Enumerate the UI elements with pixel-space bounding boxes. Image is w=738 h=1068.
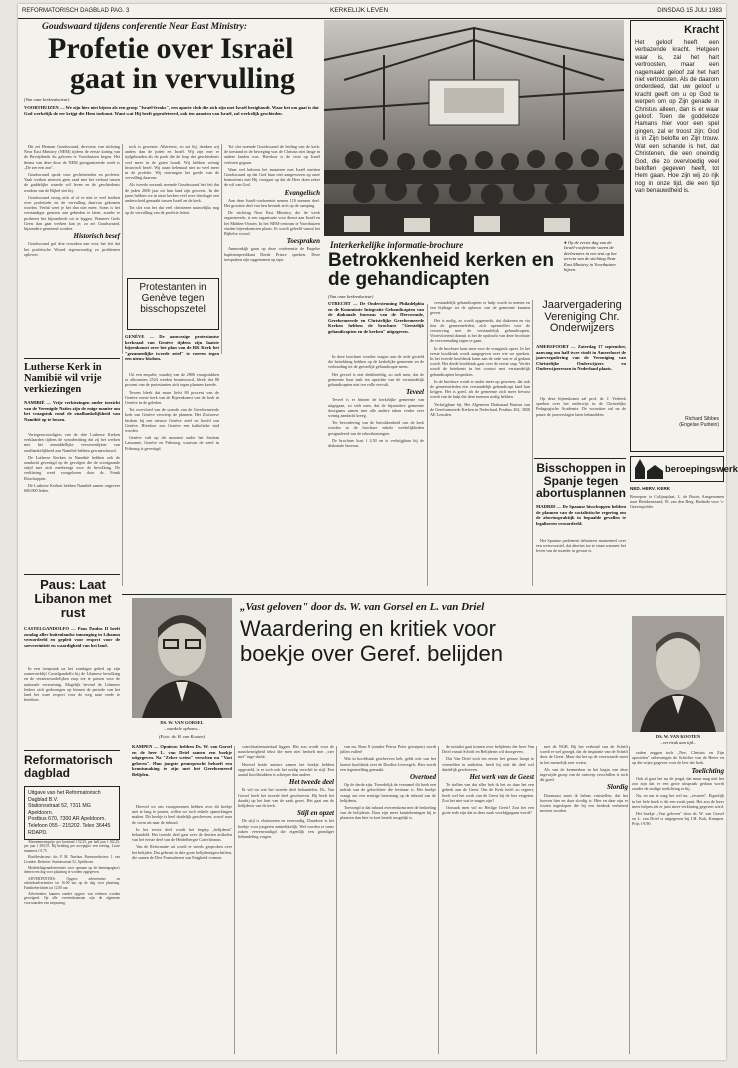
kracht-title: Kracht — [684, 24, 719, 36]
photo-top-caption-text: Op de eerste dag van de Israël-conferentie waren de deelnemers in een tent op het terrein van de stichting Near East Ministry in Voorthuizen bijeen. — [564, 240, 617, 273]
conference-tent-photo — [324, 20, 624, 236]
waardering-column-4: de notulist gaat komen over belijdenis der heer Van Driel vanuit Schrift en Belijdenis wil doorgeven. Dat Van Driel toch ten eerste het geraze hoopt te vermelden in artikelen, heeft hij ook dit deel wel duidelijk geschreven. Het werk van de Geest Te stellen van dat alles heb ik het zo daar het een gebrek aan de Geest. Om de Kerk heeft zo regeert, heeft wel het werk van de Geest bij de leer vergeten. Zou het niet wat te mager zijn? Oorsaak men vol zo Heilige Geest? Zou het een grote rede zijn dat in deze zaak voorbijgegaan wordt? — [442, 744, 534, 816]
portrait-van-kooten — [632, 616, 724, 732]
lead-column-3: Tot slot noemde Goudswaard de leiding van de kerk: de toestand in de beweging was de Christus niet lange in andere landen was. Hierdoor is de visie op Israël verloren gegaan. Waar wel belezen het manieren met Israël mettten Goudswaard op dat God haar niet aangewezen op onze bemoeienis met Hij voorgaat op dat de Heer doen zeker de wil van God. Evangelisch Aan deze Israël-conferentie nemen 110 mensen deel. Het grootste deel van hen bevindt zich op de camping. De stichting Near East Ministry, die de week organiseerde, is een organisatie voor dienst aan Israël en het Midden-Oosten. In het NEM-centrum te Voorthuizen vinden bijeenkomsten plaats. Er wordt geleefd vanuit het Bijbelse woord. Toespraken Ammonkijk gaan op deze conferentie de Engelse baptistenpredikant Derek Prince spreken. Deze toespraken zijn opgenomen op tape. — [224, 144, 320, 262]
kracht-author-note: (Engelse Puritein) — [679, 422, 719, 428]
waardering-rule-3 — [438, 746, 439, 1054]
waardering-column-2: catechisatiemateriaal liggen. Het zou wordt voor de nauwkeurigheid tekst die men niet bedoelt met „vier met" inge-dacht. Hoewel beide auteurs samen het boekje hebben opgesteld, is er toch ook het nodig verschil in stijl. Een aantal hoofdstukken is scherper dan andere. Het tweede deel Ik wil nu wat het tweede deel behandelen. Ds. Van Gorsel heeft het tweede deel geschreven. Hij heeft het daarbij op het hart van de zaak gezet. Het gaat om de belijdenis van de kerk. Stijl en opzet De stijl is vlotmoeten en eenvoudig. Daardoor is het boekje voor jongeren aantrekkelijk. Wel worden er soms zaken vereenvoudigd die eigenlijk een grondiger behandeling vragen. — [238, 744, 334, 840]
colophon-address1: Stationsstraat 52, 7311 MG Apeldoorn. — [28, 803, 91, 816]
waardering-column-3: van nu. Rom 8 (zonder Petrus Peter geroepen) wordt jullen vullen! Wat in hoofdstuk geschreven heb, geldt ook van het laatste hoofdstuk over de Dordtse Leerregels. Hier wordt een tegenstelling gemaakt. Overtoed Op de derde zijn. Tweedelijk de verzamel dit boek een indruk van de geloofsleer die leesbaar is. Het boekje vraagt om een ernstige bezinning op de inhoud van de belijdenis. Toevoegd is dat inhoud overeenkomt met de bedoeling van de belijdenis. Daar zijn meer kanttekeningen bij te plaatsen dan hier in kort bestek mogelijk is. — [340, 744, 436, 821]
colophon-publisher: Uitgave van het Reformatorisch Dagblad B.V. — [28, 790, 101, 803]
protestanten-headline: Protestanten in Genève tegen bisschopszetel — [127, 278, 219, 330]
bisschoppen-headline: Bisschoppen in Spanje tegen abortusplannen — [536, 461, 627, 500]
lead-lede: VOORTHUIZEN — We zijn hier niet bijeen als een groep "Israël-freaks", een aparte club die zich zijn met Israël bezighoudt. Waar het om gaat is dat God werkelijk de eer krijgt die Hem toekomt. Want wat Hij heeft geprofeteerd, ook ten aanzien van Israël, zal werkelijk geschieden. — [24, 105, 319, 116]
caption-left-sub: ...wankele ophouw... — [163, 726, 201, 731]
protestanten-lede: GENÈVE — De aanwezige protestantse kerkraad van Genève tijdens zijn laatste bijeenkomst over het plan van de RK Kerk het "gezamenlijke tweede zetel" te voeren tegen een nieuw bisdom. — [125, 334, 219, 362]
portrait-van-kooten-illustration — [632, 616, 724, 732]
lead-rule-2 — [221, 144, 222, 354]
photo-top-caption — [564, 240, 624, 272]
masthead-date: DINSDAG 15 JULI 1983 — [657, 8, 722, 14]
beroepingswerk-section: NED. HERV. KERK — [630, 486, 671, 491]
lead-column-1: Dit zei Herman Goudswaard, directeur van stichting Near East Ministry (NEM) tijdens de eerste koring van de Bevrijdende du geloven te Voorthuizen begon. Het thema van deze door de NEM georganiseerde week is „De zee een zon". Goudswaard sprak voor gechristenden en profeten. Vaak werken mensen geen raad met het verhaal tussen de gaddelijke waarde wil leven en de geschiedenis rondom van de Bijbel stet bij. Goudswaard vroeg zich af of er niet te veel boeken over profetieën en de vervulling daarvan gekomen worden. Veelal weet je het dan niet meer. Soms is het verstandiger grenzen aan gebieden te laten, zonder te proberen het bijzonderde uit te leggen. Wanneer Gods Geest dan gaat werken kan je, zo zei Goudswaard, bijzondere genezend worden. Historisch besef Goudswaard gaf drie oorzaken aan voor het feit dat het profetische Woord tegenwoordig zo problemen oplevert. — [24, 144, 120, 257]
betrokkenheid-column-2: verstandelijk gehandicapten er hulp wordt in nemen en een bijdrage tot de opbouw van de gemeente kunnen geven. Het is nodig, zo wordt opgemerkt, dat diakenen en via hen de gemeenteleden, zich openstellen voor de verwerving met de verstandelijk gehandicapten. Voortvloeiend daaruit is het de opdracht van deze brochure de vervreemding tegen te gaan. In de brochure kom men voor de vraagstuk opzet. In het eerste hoofdstuk wordt aangegeven over wie we spreken. In het tweede hoofdstuk komt aan de orde wat er al gedaan wordt. Het derde hoofdstuk gaat over de eerste stap. Verder wordt de betekenis in het contact met verstandelijk gehandicapten besproken. In de brochure wordt er onder meer op gewezen, dat ook de gemeenteleden een verstandelijk gehandicapt kind kan krijgen. Het is goed, als de gemeente zich meer bewust wordt van de hulp die deze mensen nodig hebben. Verkrijgbaar bij: Het Algemeen Diakonaal Bureau van de Gereformeerde Kerken in Nederland, Postbus 202, 3830 AE Leusden. — [430, 300, 530, 418]
colophon-box — [24, 786, 120, 840]
lutherse-body: Vertegenwoordigers van de drie Lutherse Kerken verklaarden tijdens de synodezitting dat zij het werken met het onmiddellijke verwezenlijken van onafhankelijkheid aan Namibië hebben gewaarschuwd. De Lutherse Kerken in Namibië hebben ook de aandacht gevestigd op de gevolgen die de voortgaande strijd met zich meebrengt voor de bevolking. De verklaring werd voorgelezen door ds. Frank Bisschoppen. De Lutherse Kerken hebben Namibië samen ongeveer 600.000 leden. — [24, 432, 120, 494]
colophon-phone: Telefoon 055 - 215202. Telex 36445 RDAPD. — [28, 822, 111, 836]
waardering-column-1: Hoewel we ons voorgenomen hebben over dit boekje niet te lang te praten, willen we toch enkele opmerkingen maken. Dit boekje is heel duidelijk geschreven, zowel naar de vorm als naar de inhoud. In het eerste deel wordt het begrip „belijdenis" behandeld. Het tweede deel gaat over de dertien artikelen van het eerste deel van de Heidelbergse Catechismus. Van de Reformatie uit wordt er steeds gesproken over het belijden. Dat gebeurt in drie grote belijdenisgeschriften, die samen de Drie Formulieren van Enigheid vormen. — [132, 804, 232, 860]
kracht-box — [630, 20, 724, 452]
betrokkenheid-byline: (Van onze kerkredacteur) — [328, 294, 374, 299]
protestanten-body: Uit een enquête, waarbij van de 2800 vraagstukken er afkomsten 2524 werden beantwoord, bleek dat 88 procent van de protestanten zich tegen plannen keerde. Tevens bleek dat maar liefst 80 procent van de Genève eerste kerk van de Bijeenkomst van de kerk in Genève in de geleden. Tot overvloed van de synode van de Gereformeerde kerk van Genève verwierp de plannen. Het Zwitserse bisdom bij een nieuwe Genève zetel en hoofd van Genève. Hierdoor zou Genève een katholieke stad worden. Genève valt op dit moment onder het bisdom Lausanne, Genève en Fribourg, waarvan de zetel in Fribourg is gevestigd. — [125, 372, 219, 451]
lead-headline-line1: Profetie over Israël — [48, 32, 294, 65]
caption-right-name: DS. W. VAN KOOTEN — [655, 734, 701, 739]
betrokkenheid-subhead-teveel: Teveel — [405, 388, 424, 397]
waardering-subhead-overtoed: Overtoed — [409, 773, 436, 782]
waardering-subhead-slordig: Slordig — [606, 783, 628, 792]
betrokkenheid-kicker: Interkerkelijke informatie-brochure — [330, 240, 464, 250]
beroepingswerk-banner — [630, 456, 738, 482]
portrait-van-gorsel — [132, 598, 232, 718]
kracht-body: Het geloof heeft een verbazende kracht. Hetgeen waar is, zal het hart vertroosten, maar een nagemaakt geloof zal het hart niet vertroosten. Als de daarom onderdeed, dat uw geloof u kracht geeft om u op God te werpen om op Zijn genade in Christus alleen, dan is er waar geloof. Toen de goddeloze Hamans hier voor een spel gingen, zal er troost zijn; God is in Zijn belofte en Zijn trouw. Wat een schande is het, dat Christenen, die een oneindig God, die zo overvloedig veel beloften gegeven heeft, tot Hem gaan. Hoe zijn wij zo rijk nog in onze tijd, die een tijd van benauwdheid is. — [635, 40, 719, 195]
masthead-center: KERKELIJK LEVEN — [330, 7, 389, 14]
paus-lede: CASTELGANDOLFO — Paus Paulus II heeft zondag aller buitenlandse inmenging in Libanon veroordeeld en gepleit voor respect voor de soevereiniteit en waardigheid van het land. — [24, 626, 120, 648]
waardering-subhead-toelichting: Toelichting — [691, 766, 724, 775]
beroepingswerk-body: Beroepen: te Colijnsplaat, L. de Bruin; Aangenomen naar Heinkenszand, W. van den Berg. Bedankt voor 's-Gravenpolder. — [630, 494, 724, 510]
waardering-top-rule — [122, 594, 726, 595]
newspaper-page — [18, 4, 738, 1060]
betrokkenheid-headline: Betrokkenheid kerken en de gehandicapten — [328, 250, 554, 290]
lead-byline: (Van onze kerkredacteur) — [24, 97, 70, 102]
caption-left-name: DS. W. VAN GORSEL — [160, 720, 204, 725]
betrokkenheid-rule-1 — [427, 304, 428, 586]
lutherse-lede: NAMIBIË — Vrije verkiezingen onder toezicht van de Verenigde Naties zijn de enige manier om het vraagstuk rond de onafhankelijkheid van Namibië op te lossen. — [24, 400, 120, 422]
bisschoppen-lede: MADRID — De Spaanse bisschoppen hebben de plannen van de socialistische regering om de abortuspraktijk in bepaalde gevallen te legaliseren veroordeeld. — [536, 504, 626, 526]
church-icon — [633, 458, 665, 480]
lead-headline-line2: gaat in vervulling — [70, 62, 296, 95]
colophon-title: Reformatorisch dagblad — [24, 753, 113, 780]
bisschoppen-body: Het Spaanse parlement debatteert momenteel over een wetsvoorstel, dat abortus toe te staan wanneer het leven van de moeder in gevaar is. — [536, 538, 626, 554]
lead-headline — [48, 34, 338, 94]
waardering-rule-2 — [336, 746, 337, 1054]
lead-column-2: toch is gewezen. Allereerst, zo zei hij, denken wij anders dan de joden en Israël. Wij zijn met er tijdgebonden als de poek die de loop der geschiedenis veel meer in de gaten houdt. Wij hebben weinig historisch besef. Wij staan helemaal niet zo veel meer in de profetie. Wij ontvangen het goede van de vervulling daarvan. Als tweede oorzaak noemde Goudswaard het feit dat de joden 2000 jaar uit hun land zijn geweest. In die jaren hebben we in onze kerken veel over theologie een onderscheid gemaakt tussen Israël en de kerk. Tot slot was het dat veel christenen nauwelijks nog op de vervulling van de profetie letten. — [125, 144, 219, 216]
betrokkenheid-column-1: In deze brochure worden vragen aan de orde gesteld die betrekking hebben op de kerkelijke gemeente en de verhouding tot de geestelijk gehandicapte mens. Het gevoel is niet denkbeeldig, zo stelt men, dat de gemeente haar taak ten opzichte van de verstandelijk gehandicapten niet ten volle vervult. Teveel Teveel is er binnen de kerkelijke gemeente van uitgegaan, zo stelt men, dat de bijzondere gemeente doorgaans samen met alle andere taken verder zeer weinig aandacht kreeg. Ter bevordering van de betrokkenheid van de kerk worden in de brochure enkele werkelijkheden gesignaleerd van de tekortkomingen. De brochure kost f 2,50 en is verkrijgbaar bij de diakonale bureaus. — [328, 354, 424, 449]
paus-headline: Paus: Laat Libanon met rust — [34, 577, 112, 620]
beroepingswerk-title: beroepingswerk — [665, 464, 738, 475]
lead-rule-3 — [122, 356, 123, 586]
waardering-headline-line1: Waardering en kritiek voor — [240, 616, 496, 641]
bullet-icon: ● — [564, 240, 568, 245]
caption-left-credit: (Foto: ds. B. van Kooten) — [159, 734, 205, 739]
colophon-rule — [24, 750, 120, 751]
lead-kicker: Goudswaard tijdens conferentie Near East Ministry: — [42, 22, 248, 32]
conference-tent-illustration — [324, 20, 624, 236]
betrokkenheid-lede: UTRECHT — De Ondersteuning Philadelphia en de Kommissie Integratie Gehandicapten van de diakonale bureaus van de Hervormde, Gereformeerde en Christelijke Gereformeerde Kerken hebben de brochure "Geestelijk gehandicapten en de kerken" uitgegeven. — [328, 301, 424, 334]
kracht-author: Richard Sibbes — [685, 416, 719, 422]
masthead — [18, 4, 726, 19]
waardering-headline-line2: boekje over Geref. belijden — [240, 641, 503, 666]
caption-right-sub: ...verrieuk aan tijd... — [659, 740, 697, 745]
waardering-column-5: met de NGB. Bij het verbond van de Schrift wordt er wel gezegd, dat de inspiratie van de Schrift door de Geest. Maar dat het op de voorwaarde moet in het menselijk zeer weten. Als van de kenmerken in het begin van deze ingewijde groep van de ontwerp verschillen is toch dit goed. Slordig Daarnaast moet ik helaas vaststellen, dat het boeven hier en daar slordig is. Hier en daar zijn er fouten ingeslopen die bij een herdruk verbeterd moeten worden. — [540, 744, 628, 814]
lead-subhead-toespraken: Toespraken — [286, 237, 320, 246]
waardering-rule-1 — [234, 746, 235, 1054]
masthead-left: REFORMATORISCH DAGBLAD PAG. 3 — [22, 8, 130, 14]
waardering-headline — [240, 616, 640, 666]
lutherse-rule — [24, 358, 120, 359]
waardering-column-6: zoden zeggen toch „Nee, Christus en Zijn apostelen" onbevangen de Schrifter van de Heere en op die wijze gegeven voor de leer der kerk. Toelichting Ook al gaat het nu de jeugd, dat maar mag niet het zoo zijn dat er een grote uitspraak gedaan wordt zonder de nodige toelichting er bij. Nu, en om te mag het wel nu: „ervaren". Eigenlijk in het hele boek is dit een zwak punt. Het zou de lezer meer helpen als er juist meer verklaring gegeven werd. Het boekje „Vast geloven" door ds. W. van Gorsel en L. van Driel is uitgegeven bij J.H. Kok, Kampen. Prijs f 9,90. — [632, 750, 724, 827]
lead-subhead-evangelisch: Evangelisch — [284, 188, 320, 197]
lead-rule-1 — [122, 144, 123, 354]
betrokkenheid-rule-2 — [532, 300, 533, 586]
jaarvergadering-headline: Jaarvergadering Vereniging Chr. Onderwijzers — [542, 299, 622, 334]
waardering-lede: KAMPEN — Opnieuw hebben Ds. W. van Gorsel en de heer L. van Driel samen een boekje uitgegeven. Na "Zeker weten" verschen nu "Vast geloven". Hun jongste penneprucht behoeft een kennismaking te zijn met het Gereformeerd Belijden. — [132, 744, 232, 777]
colophon-address2: Postbus 670, 7300 AR Apeldoorn. — [28, 816, 106, 823]
lutherse-headline: Lutherse Kerk in Namibië wil vrije verkiezingen — [24, 362, 102, 395]
waardering-subhead-stijl: Stijl en opzet — [297, 809, 334, 818]
waardering-rule-4 — [536, 746, 537, 1054]
jaarvergadering-body: Op deze bijeenkomst zal prof. dr. J. Verbeek spreken over het onderwijs in de Christelijke Pedagogische Academie. De voorzitter zal na de pauze de jaarverslagen laten behandelen. — [536, 396, 626, 417]
waardering-rule-5 — [629, 746, 630, 1054]
paus-body: In een toespraak na het zondagse gebed op zijn zomerverblijf Castelgandolfo bij de Libanese bevolking en de verantwoordelijken erop toe te passen voor de nationale verzoening. Mogelijk bevind de Libanese leiders zich gedwongen op binnen de periode van het land het ware respect voor de weg naar vrede te bereiken. — [24, 666, 120, 703]
paus-rule — [24, 574, 120, 575]
jaarvergadering-lede: AMERSFOORT — Zaterdag 17 september, aanvang om half twee vindt in Amersfoort de jaarvergadering van de Vereniging van Christelijke Onderwijzers en Onderwijzeressen in Nederland plaats. — [536, 344, 626, 372]
portrait-van-gorsel-illustration — [132, 598, 232, 718]
waardering-kicker: „Vast geloven" door ds. W. van Gorsel en L. van Driel — [240, 601, 485, 613]
waardering-subhead-tweede: Het tweede deel — [288, 778, 334, 787]
lead-subhead-historisch: Historisch besef — [73, 232, 120, 241]
colophon-fineprint: Abonnementsprijs: per kwartaal f 52,35, per half jaar f 102,35, per jaar f 200,55. Bij betaling per acceptgiro een toeslag. Losse nummers f 0,75. Hoofdredacteur: drs. P. M. Tazelaar. Bureauredacteur: J. van Lienden. Redactie: Stationsstraat 52, Apeldoorn. Mededelingenadvertenties voor opname op de binnenpagina's dienen een dag voor plaatsing te worden opgegeven. ADVERTENTIES: Opgave advertenties en rubrieksadvertenties tot 16.00 uur op de dag voor plaatsing. Familieberichten tot 12.00 uur. Advertenties kunnen zonder opgave van redenen worden geweigerd. Op alle overeenkomsten zijn de algemene voorwaarden van toepassing. — [24, 840, 120, 905]
waardering-subhead-werk: Het werk van de Geest — [469, 773, 534, 782]
bisschoppen-rule — [534, 458, 626, 459]
